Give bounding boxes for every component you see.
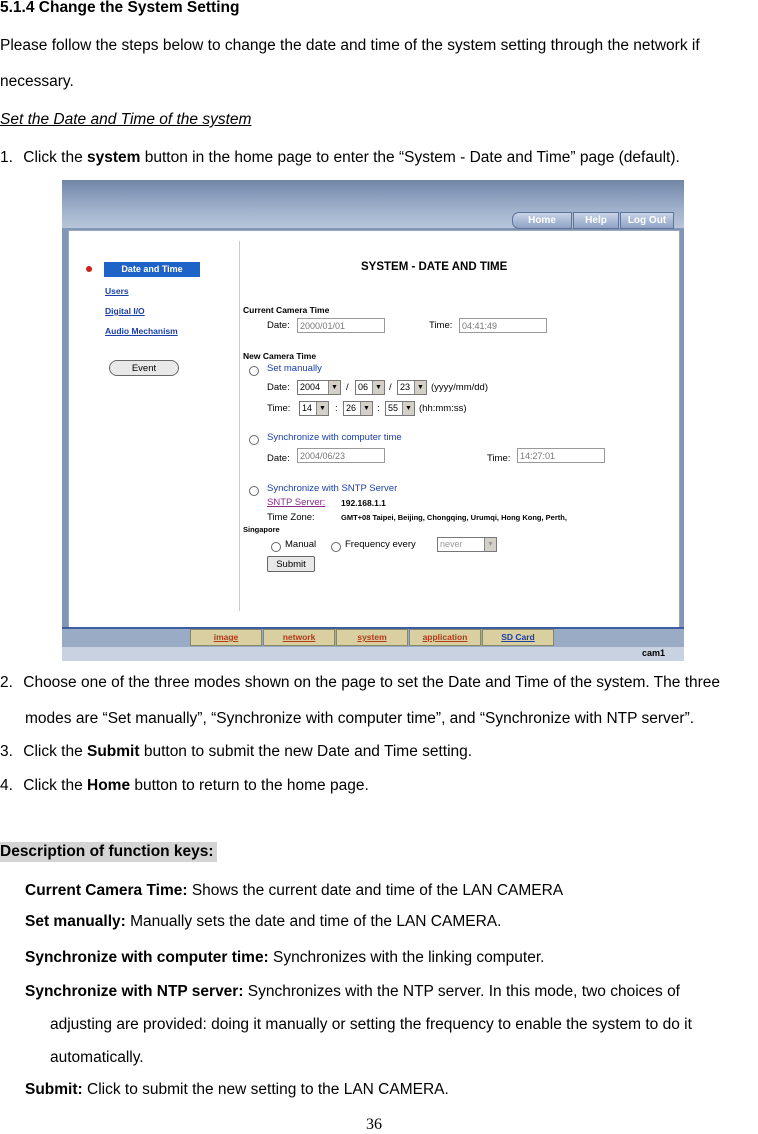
- dropdown-arrow-icon: ▼: [484, 538, 496, 551]
- time-format-hint: (hh:mm:ss): [419, 403, 467, 414]
- sync-computer-label: Synchronize with computer time: [267, 432, 402, 443]
- step-text-rest: button to return to the home page.: [130, 777, 369, 794]
- desc-sync-ntp-cont: adjusting are provided: doing it manually or setting the frequency to enable the system to do it: [50, 1016, 692, 1033]
- desc-sync-ntp-cont2: automatically.: [50, 1049, 144, 1066]
- tab-image[interactable]: image: [190, 629, 262, 646]
- desc-sync-computer: [25, 948, 544, 968]
- tab-application[interactable]: application: [409, 629, 481, 646]
- sync-time-label: Time:: [487, 453, 511, 464]
- desc-term: Submit:: [25, 1081, 83, 1098]
- dropdown-arrow-icon: ▼: [372, 381, 384, 394]
- screenshot-figure: [62, 180, 684, 661]
- submit-button[interactable]: Submit: [267, 556, 315, 572]
- hour-value: 14: [302, 403, 313, 413]
- step-text: Click the: [23, 149, 87, 166]
- step-number: 4.: [0, 777, 13, 794]
- home-button[interactable]: Home: [512, 212, 572, 229]
- section-heading: 5.1.4 Change the System Setting: [0, 0, 240, 16]
- sync-computer-radio[interactable]: [249, 435, 259, 445]
- time-zone-label: Time Zone:: [267, 512, 315, 523]
- sntp-server-link[interactable]: SNTP Server:: [267, 497, 326, 508]
- sync-sntp-radio[interactable]: [249, 486, 259, 496]
- desc-term: Current Camera Time:: [25, 882, 188, 899]
- active-bullet-icon: [86, 266, 92, 272]
- desc-current-time: [25, 881, 563, 901]
- second-value: 55: [388, 403, 399, 413]
- bottom-bar: [62, 627, 684, 661]
- logout-button[interactable]: Log Out: [620, 212, 674, 229]
- desc-set-manually: [25, 912, 501, 932]
- step-number: 3.: [0, 743, 13, 760]
- step-2-cont: modes are “Set manually”, “Synchronize with computer time”, and “Synchronize with NTP server”.: [25, 710, 695, 727]
- current-time-label: Time:: [429, 320, 453, 331]
- event-button[interactable]: Event: [109, 360, 179, 376]
- date-format-hint: (yyyy/mm/dd): [431, 382, 488, 393]
- page-number: 36: [366, 1116, 382, 1133]
- step-text: Choose one of the three modes shown on the page to set the Date and Time of the system. The three: [23, 674, 721, 691]
- desc-term: Synchronize with computer time:: [25, 949, 269, 966]
- step-1: [0, 148, 680, 168]
- desc-sync-ntp: [25, 982, 680, 1002]
- manual-radio[interactable]: [271, 542, 281, 552]
- month-value: 06: [358, 382, 369, 392]
- new-time-heading: New Camera Time: [243, 351, 317, 361]
- current-date-label: Date:: [267, 320, 290, 331]
- current-time-field: 04:41:49: [459, 318, 547, 333]
- step-4: [0, 776, 369, 796]
- sidebar-item-digital-io[interactable]: Digital I/O: [105, 306, 145, 316]
- help-button[interactable]: Help: [573, 212, 619, 229]
- step-bold: Home: [87, 777, 131, 794]
- month-select[interactable]: [355, 380, 385, 395]
- day-value: 23: [400, 382, 411, 392]
- hour-select[interactable]: [299, 401, 329, 416]
- sntp-server-value: 192.168.1.1: [341, 498, 386, 508]
- dropdown-arrow-icon: ▼: [328, 381, 340, 394]
- step-number: 1.: [0, 149, 13, 166]
- step-number: 2.: [0, 674, 13, 691]
- page-title: SYSTEM - DATE AND TIME: [361, 261, 508, 273]
- current-time-heading: Current Camera Time: [243, 305, 330, 315]
- description-heading: Description of function keys:: [0, 842, 217, 862]
- set-manually-radio[interactable]: [249, 366, 259, 376]
- desc-text: Synchronizes with the NTP server. In this mode, two choices of: [243, 983, 680, 1000]
- desc-text: Click to submit the new setting to the LAN CAMERA.: [82, 1081, 449, 1098]
- desc-text: Manually sets the date and time of the LAN CAMERA.: [125, 913, 502, 930]
- desc-submit: [25, 1080, 449, 1100]
- time-separator: :: [377, 403, 380, 414]
- divider: [239, 241, 240, 611]
- dropdown-arrow-icon: ▼: [402, 402, 414, 415]
- manual-time-label: Time:: [267, 403, 291, 414]
- year-select[interactable]: [297, 380, 341, 395]
- step-text-rest: button to submit the new Date and Time setting.: [139, 743, 473, 760]
- day-select[interactable]: [397, 380, 427, 395]
- step-text: Click the: [23, 777, 87, 794]
- dropdown-arrow-icon: ▼: [316, 402, 328, 415]
- sync-date-field: 2004/06/23: [297, 448, 385, 463]
- settings-page: [68, 230, 680, 628]
- desc-text: Shows the current date and time of the LAN CAMERA: [187, 882, 564, 899]
- frequency-value: never: [440, 539, 463, 549]
- sidebar-item-users[interactable]: Users: [105, 286, 129, 296]
- minute-select[interactable]: [343, 401, 373, 416]
- time-separator: :: [335, 403, 338, 414]
- set-manually-label: Set manually: [267, 363, 322, 374]
- sidebar-item-audio[interactable]: Audio Mechanism: [105, 326, 178, 336]
- desc-text: Synchronizes with the linking computer.: [268, 949, 545, 966]
- sidebar-item-date-time[interactable]: Date and Time: [104, 262, 200, 277]
- time-zone-value: GMT+08 Taipei, Beijing, Chongqing, Urumqi, Hong Kong, Perth,: [341, 513, 567, 522]
- minute-value: 26: [346, 403, 357, 413]
- step-3: [0, 742, 472, 762]
- manual-date-label: Date:: [267, 382, 290, 393]
- year-value: 2004: [300, 382, 321, 392]
- tab-network[interactable]: network: [263, 629, 335, 646]
- tab-sd-card[interactable]: SD Card: [482, 629, 554, 646]
- sync-time-field: 14:27:01: [517, 448, 605, 463]
- intro-text-cont: necessary.: [0, 73, 74, 90]
- frequency-label: Frequency every: [345, 539, 416, 550]
- frequency-radio[interactable]: [331, 542, 341, 552]
- step-text-rest: button in the home page to enter the “System - Date and Time” page (default).: [140, 149, 680, 166]
- footer-strip: [62, 647, 684, 661]
- time-zone-value-cont: Singapore: [243, 525, 280, 534]
- manual-label: Manual: [285, 539, 317, 550]
- subheading: Set the Date and Time of the system: [0, 111, 252, 128]
- step-bold: system: [87, 149, 141, 166]
- step-2: [0, 673, 720, 693]
- tab-system[interactable]: system: [336, 629, 408, 646]
- current-date-field: 2000/01/01: [297, 318, 385, 333]
- step-bold: Submit: [87, 743, 140, 760]
- date-separator: /: [346, 382, 349, 393]
- date-separator: /: [389, 382, 392, 393]
- desc-term: Synchronize with NTP server:: [25, 983, 244, 1000]
- camera-label: cam1: [642, 648, 666, 658]
- frequency-select[interactable]: [437, 537, 497, 552]
- intro-text: Please follow the steps below to change the date and time of the system setting through the network if: [0, 37, 700, 54]
- second-select[interactable]: [385, 401, 415, 416]
- desc-term: Set manually:: [25, 913, 126, 930]
- dropdown-arrow-icon: ▼: [414, 381, 426, 394]
- step-text: Click the: [23, 743, 87, 760]
- dropdown-arrow-icon: ▼: [360, 402, 372, 415]
- sync-date-label: Date:: [267, 453, 290, 464]
- sync-sntp-label: Synchronize with SNTP Server: [267, 483, 398, 494]
